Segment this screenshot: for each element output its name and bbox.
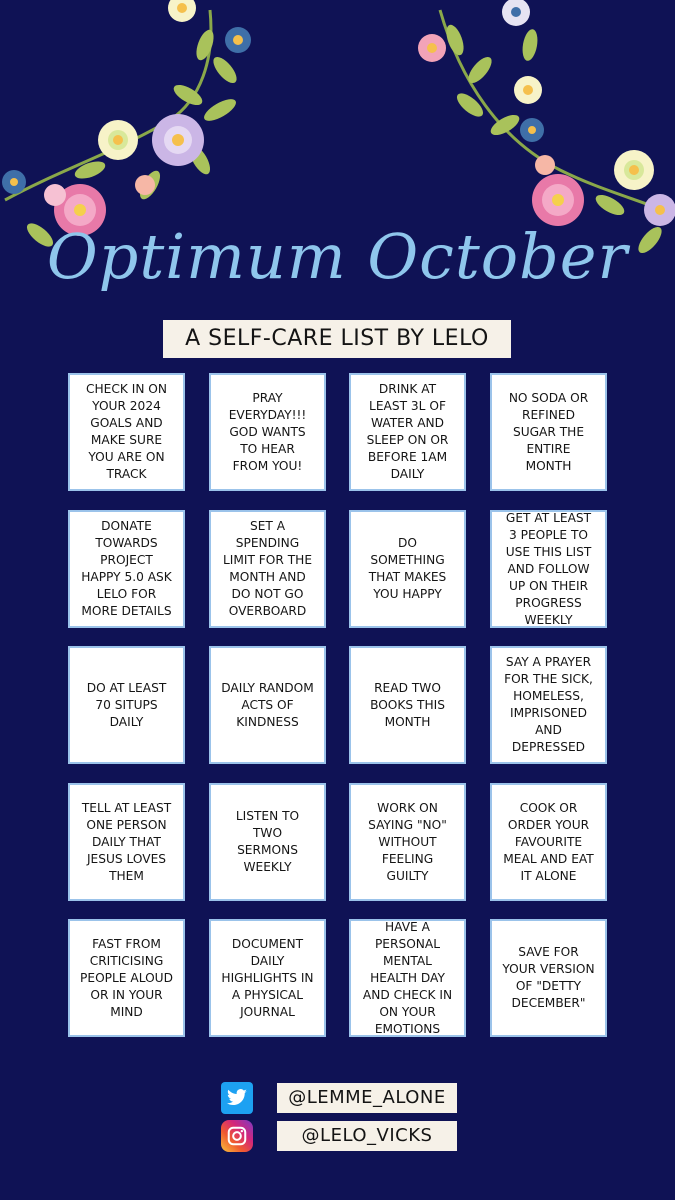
task-card — [490, 373, 607, 491]
task-card — [68, 646, 185, 764]
task-card — [209, 919, 326, 1037]
task-text: HAVE A PERSONAL MENTAL HEALTH DAY AND CHECK IN ON YOUR EMOTIONS — [362, 919, 453, 1036]
task-text: DONATE TOWARDS PROJECT HAPPY 5.0 ASK LELO FOR MORE DETAILS — [81, 519, 172, 618]
task-card — [349, 919, 466, 1037]
task-text: WORK ON SAYING "NO" WITHOUT FEELING GUILTY — [368, 800, 447, 883]
task-card — [490, 510, 607, 628]
task-card — [349, 510, 466, 628]
task-card — [490, 919, 607, 1037]
task-card — [349, 646, 466, 764]
task-card — [490, 783, 607, 901]
task-card — [209, 510, 326, 628]
task-card — [209, 373, 326, 491]
task-text: SAY A PRAYER FOR THE SICK, HOMELESS, IMPRISONED AND DEPRESSED — [504, 655, 593, 754]
instagram-handle[interactable]: @LELO_VICKS — [277, 1121, 457, 1151]
task-text: SET A SPENDING LIMIT FOR THE MONTH AND DO NOT GO OVERBOARD — [222, 519, 313, 618]
task-text: READ TWO BOOKS THIS MONTH — [370, 680, 445, 729]
task-text: COOK OR ORDER YOUR FAVOURITE MEAL AND EAT IT ALONE — [503, 800, 594, 883]
page-subtitle: A SELF-CARE LIST BY LELO — [163, 320, 511, 358]
page-title: Optimum October — [46, 220, 629, 293]
task-card — [68, 783, 185, 901]
task-text: PRAY EVERYDAY!!! GOD WANTS TO HEAR FROM YOU! — [228, 390, 307, 473]
task-text: GET AT LEAST 3 PEOPLE TO USE THIS LIST AND FOLLOW UP ON THEIR PROGRESS WEEKLY — [505, 510, 592, 627]
task-text: DO AT LEAST 70 SITUPS DAILY — [86, 680, 167, 729]
task-card — [209, 783, 326, 901]
instagram-row — [221, 1119, 457, 1153]
instagram-icon — [221, 1120, 253, 1152]
twitter-handle[interactable]: @LEMME_ALONE — [277, 1083, 457, 1113]
task-card — [209, 646, 326, 764]
task-card — [490, 646, 607, 764]
task-text: SAVE FOR YOUR VERSION OF "DETTY DECEMBER" — [502, 945, 595, 1010]
twitter-icon — [221, 1082, 253, 1114]
task-card — [68, 510, 185, 628]
task-card — [349, 373, 466, 491]
twitter-row — [221, 1081, 457, 1115]
task-card — [68, 919, 185, 1037]
task-text: LISTEN TO TWO SERMONS WEEKLY — [235, 809, 300, 874]
task-text: NO SODA OR REFINED SUGAR THE ENTIRE MONTH — [508, 390, 589, 473]
task-text: DO SOMETHING THAT MAKES YOU HAPPY — [368, 536, 447, 601]
task-text: DRINK AT LEAST 3L OF WATER AND SLEEP ON OR BEFORE 1AM DAILY — [366, 382, 449, 481]
task-card — [68, 373, 185, 491]
task-text: TELL AT LEAST ONE PERSON DAILY THAT JESUS LOVES THEM — [81, 800, 172, 883]
task-text: FAST FROM CRITICISING PEOPLE ALOUD OR IN YOUR MIND — [80, 936, 173, 1019]
task-text: CHECK IN ON YOUR 2024 GOALS AND MAKE SURE YOU ARE ON TRACK — [85, 382, 168, 481]
task-text: DOCUMENT DAILY HIGHLIGHTS IN A PHYSICAL JOURNAL — [221, 936, 314, 1019]
task-card — [349, 783, 466, 901]
task-text: DAILY RANDOM ACTS OF KINDNESS — [221, 680, 314, 729]
